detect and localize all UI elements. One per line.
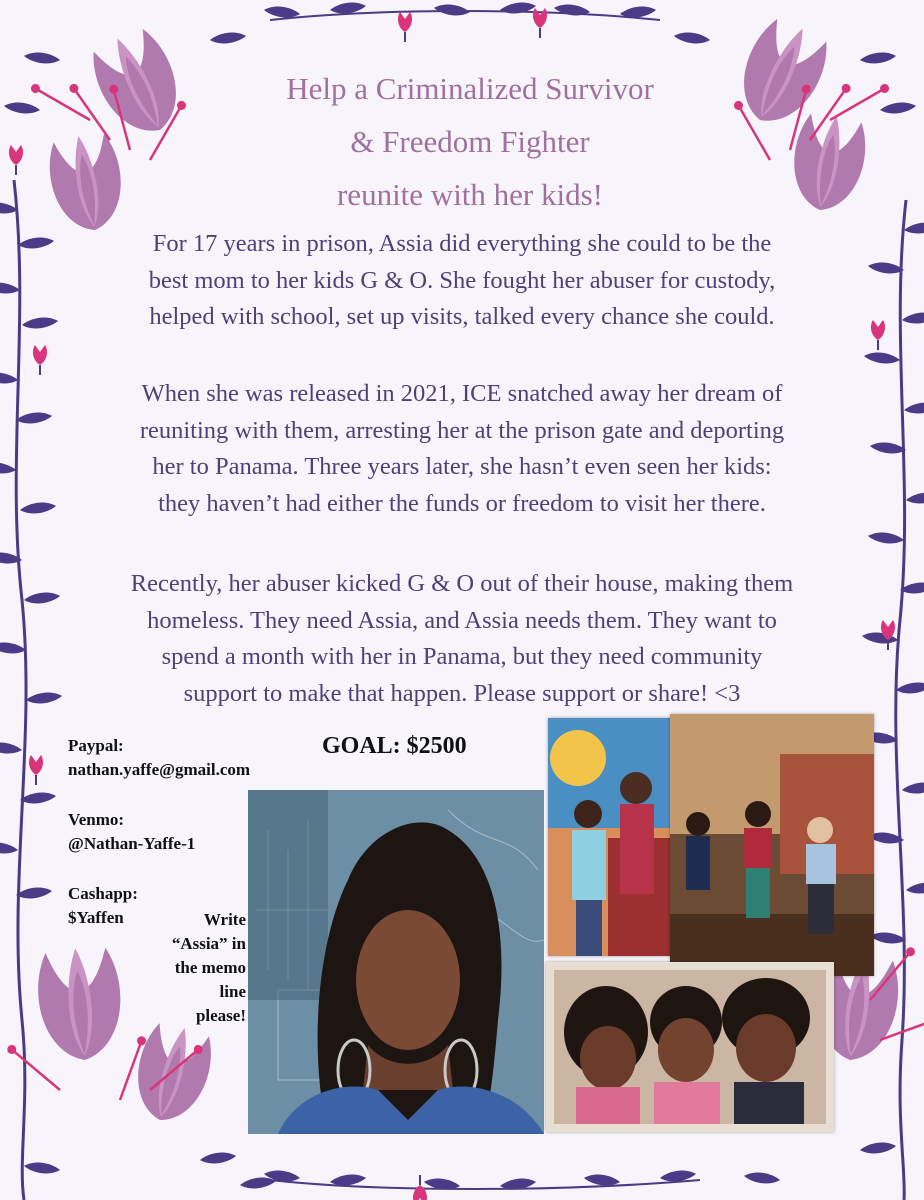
flyer-title <box>170 62 770 221</box>
text-line: support to make that happen. Please support or share! <3 <box>183 679 741 707</box>
memo-line: line <box>219 982 246 1001</box>
text-line: For 17 years in prison, Assia did everything she could to be the <box>152 230 772 257</box>
title-line: reunite with her kids! <box>336 177 603 212</box>
memo-line: the memo <box>174 958 246 977</box>
text-line: spend a month with her in Panama, but they need community <box>161 643 763 670</box>
cashapp-info <box>68 882 138 930</box>
memo-line: “Assia” in <box>171 934 246 953</box>
venmo-handle[interactable]: @Nathan-Yaffe-1 <box>68 834 196 853</box>
kids-photo-portrait <box>546 962 834 1132</box>
cashapp-label: Cashapp: <box>68 884 138 903</box>
text-line: helped with school, set up visits, talked every chance she could. <box>149 303 775 330</box>
title-line: Help a Criminalized Survivor <box>286 71 654 106</box>
paragraph-deportation <box>62 376 862 522</box>
kids-photo-jumping <box>670 714 874 976</box>
paragraph-custody <box>62 226 862 336</box>
text-line: reuniting with them, arresting her at the prison gate and deporting <box>139 416 785 444</box>
memo-line: Write <box>203 910 246 929</box>
kids-photo-mural <box>548 718 672 956</box>
text-line: When she was released in 2021, ICE snatched away her dream of <box>141 380 783 407</box>
title-line: & Freedom Fighter <box>350 124 590 159</box>
venmo-label: Venmo: <box>68 810 125 829</box>
paypal-label: Paypal: <box>68 736 124 755</box>
paragraph-appeal <box>62 566 862 712</box>
memo-line: please! <box>195 1006 246 1025</box>
text-line: Recently, her abuser kicked G & O out of their house, making them <box>130 570 794 597</box>
memo-instruction <box>160 908 246 1028</box>
cashapp-handle[interactable]: $Yaffen <box>68 908 124 927</box>
venmo-info <box>68 808 195 856</box>
leafy-vine-icon <box>0 145 62 1200</box>
text-line: best mom to her kids G & O. She fought her abuser for custody, <box>148 266 776 294</box>
text-line: homeless. They need Assia, and Assia needs them. They want to <box>147 606 777 634</box>
paypal-handle[interactable]: nathan.yaffe@gmail.com <box>68 760 251 779</box>
portrait-photo <box>248 790 544 1134</box>
paypal-info <box>68 734 250 782</box>
bottom-border <box>264 1171 700 1200</box>
text-line: her to Panama. Three years later, she hasn’t even seen her kids: <box>152 453 772 480</box>
text-line: they haven’t had either the funds or freedom to visit her there. <box>158 489 766 517</box>
fundraising-goal: GOAL: $2500 <box>322 733 467 759</box>
top-border <box>264 3 660 42</box>
